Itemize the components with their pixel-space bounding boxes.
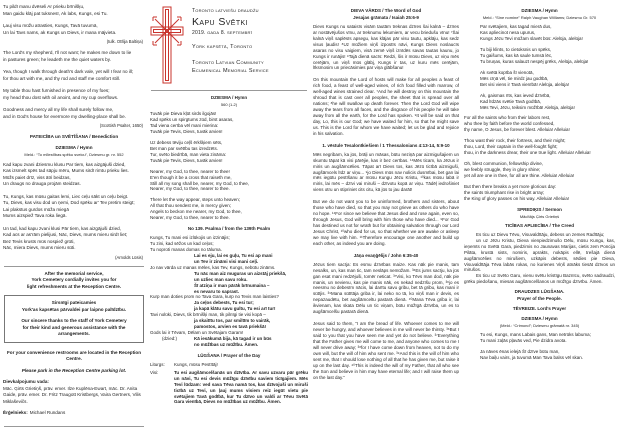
speaker-label: Visi: <box>150 369 159 375</box>
text-line: Kungs, Tu mani esi izlūkojis un izzinājis; <box>150 235 230 241</box>
section-heading <box>150 353 308 359</box>
masthead-text <box>192 6 269 86</box>
psalm-response-lines <box>150 300 308 312</box>
thanks-box <box>4 295 144 342</box>
hymn-tune-note <box>464 323 615 328</box>
text-line: pamostos, arvien es tavā priekšā! <box>194 324 267 330</box>
section-heading <box>313 143 459 149</box>
text-line: Yea, though I walk through death's dark vale, yet will I fear no ill; <box>3 69 134 75</box>
liturgy-row <box>150 362 308 368</box>
text-line: yet all are one in thee, for all are thine. Alleluia! Alleluia! <box>464 172 575 178</box>
text-line: Our sincere thanks to the staff of York Cemetery <box>21 318 127 324</box>
text-line: No 139. Psalma / from the 139th Psalm <box>187 226 271 232</box>
text-line: Tur, svēto biedrībā, man vieta zināma: <box>150 151 227 157</box>
hymn-verse <box>3 50 145 63</box>
hymn-verse <box>150 140 308 164</box>
text-line: All that thou sendest me, in mercy given; <box>150 203 232 209</box>
text-line: Please park in the Reception Centre parking lot. <box>21 367 127 373</box>
text-line: Nāc, miera Dievs, mums mieru sūti. <box>3 245 76 251</box>
column-left <box>3 4 145 436</box>
text-line: Angels to beckon me nearer, my God, to thee, <box>150 209 242 215</box>
hymn-verse <box>3 162 145 188</box>
text-line: Kas izsmelt spēs tad sāpju mēru, Mums sirdī rimtu prieku lies. <box>3 168 129 174</box>
section-heading <box>464 289 615 302</box>
text-run: Michael Rundans <box>29 410 66 416</box>
text-line: Mūžs paiet drīz, viss ātri beidzas, <box>3 174 71 180</box>
text-line: 560 (1-2) <box>220 101 238 107</box>
text-line: Kad līdzās svētie Tavā godībā, <box>480 98 541 104</box>
creed-paragraph <box>464 238 615 274</box>
text-line: 1. vēstule Tesalonīkiešiem / 1 Thessalonians 4:13-14, 5:9-10 <box>322 142 450 148</box>
announcement <box>3 350 145 363</box>
text-line: thy name, O Jesus, be forever blest. Alleluia! Alleluia! <box>464 127 570 133</box>
text-line: who thee by faith before the world confessed, <box>464 121 555 127</box>
attribution <box>5 123 143 129</box>
speaker-label: Dievkalpojumu vada: <box>3 379 49 385</box>
text-run: Es ticu uz Svēto Garu, vienu svētu kristīgu Baznīcu, svēto sadraudzi, grēku piedošanu, miesas augšāmcelšanos un mūžīgo dzīvību. Āmen. <box>464 273 615 285</box>
text-line: The Lord's my shepherd, I'll not want; he makes me down to lie <box>3 50 132 56</box>
organization-name: Toronto latviešu draudžu <box>192 8 259 14</box>
text-line: Kad spēks un spirgtums zūd, birst asaras, <box>150 117 234 123</box>
text-line: But then there breaks a yet more glorious day: <box>464 183 557 189</box>
text-line: DZIESMA / Hymn <box>210 94 248 100</box>
service-location: York kapsētā, Toronto <box>192 44 253 51</box>
text-line: Un tad, kad kapu zvani klusi Pār tiem, kas aizgājuši dzied, <box>3 225 121 231</box>
sung-response <box>150 336 308 348</box>
text-line: Tu biji klints, to cietoksnis un spēks, <box>480 47 552 53</box>
text-line: we feebly struggle, they in glory shine; <box>464 167 541 173</box>
section-heading <box>313 8 459 21</box>
column-right <box>464 4 615 436</box>
text-run: Mēs negribam, ka jūs, brāļi un māsas, būtu neziņā par aizmigušajiem un skumtu tāpat kā visi pārējie, kas ir bez cerības. ¹⁴Mēs ticam, ka Jēzus ir miris un augšāmcēlies. Tāpat arī Dievs tos, kas Jēzū ticībā aizmiguši, augšāmcels līdz ar viņu... ⁹jo Dievs mūs nav nolicis dusmībai, bet gan lai mēs iegūtu pestīšanu ar mūsu Kungu Jēzu Kristu, ¹⁰kas mūsu labā ir miris, lai mēs – dzīvi vai miruši – dzīvotu kopā ar viņu. Tādēļ iedrošiniet viens otru un stipriniet cits citu, kā jūs to jau darāt! <box>313 151 459 193</box>
text-run: Tu esi augšāmcelšanās un dzīvība. Ar savu uzvaru pār grēku un nāvi, Tu esi devis mūžīgu dzīvību saviem ticīgajiem. Mēs Tevi lūdzam: ved sava Tēva namā tos, kas dzīvojuši un miruši ticībā uz Tevi, un ļauj mums visiem reiz iegūt vietu pie svētajiem Tavā godībā, kur Tu dzīvo un valdi ar Tēvu Svētā Gara vienībā, Dievs no mūžības uz mūžību. Āmen. <box>174 369 308 405</box>
text-line: Man gaidu klāj pat tuksnesī, Ak labs, Kungs, esi Tu. <box>3 10 108 16</box>
credit-line <box>3 379 145 405</box>
service-subtitle-line2: Ecumenical Memorial Service <box>192 67 269 74</box>
section-heading <box>464 207 615 213</box>
scripture-paragraph <box>313 262 459 315</box>
creed-paragraph <box>464 273 615 285</box>
text-line: Tuvāk pie Tevis, Dievs, tuvāk arvien! <box>150 128 223 134</box>
speaker-label: (dzied:) <box>162 336 178 342</box>
text-line: thou, in the darkness drear, their one true light. Alleluia! Alleluia! <box>464 150 591 156</box>
text-line: light refreshments at the Reception Centre. <box>26 283 122 289</box>
text-line: (Arnolds Lūsis) <box>115 254 143 260</box>
text-line: Tu mani zaļās pļavās ved, Pie dzidra avota. <box>480 338 567 344</box>
psalm-lines <box>150 235 308 253</box>
liturgy-response-row <box>150 370 308 406</box>
service-subtitle-line1: Toronto Latvian Community <box>192 60 264 67</box>
text-line: Tu gaišums, kas kā saule tumsā lēc, <box>480 52 553 58</box>
service-date: 2019. gada 8. septembrī <box>192 30 252 37</box>
hymn-verse <box>464 70 615 88</box>
text-line: Un draugs no drauga projām steidzas. <box>3 181 81 187</box>
text-line: DRAUDZES LŪGŠANA. <box>514 289 565 295</box>
text-line: For all the saints who from their labors rest, <box>464 115 551 121</box>
section-heading <box>150 95 308 101</box>
text-line: Tuvāk pie Tevis, Dievs, tuvāk arvien! <box>150 157 223 163</box>
divider-rule <box>4 426 144 427</box>
text-line: TĒVREIZE. Lord's Prayer <box>512 306 567 312</box>
hymn-verse <box>464 332 615 344</box>
attribution <box>5 255 143 261</box>
text-line: Ja ceļos debesīs, Tu esi tur; <box>194 300 254 306</box>
text-line: Mēs cīņā vēl, tie mirdz jau godībā, <box>480 75 549 81</box>
psalm-response-lines <box>150 271 308 295</box>
section-heading <box>150 226 308 232</box>
scripture-paragraph <box>313 321 459 380</box>
speaker-label: Ērģelnieks: <box>3 410 28 416</box>
hymn-verse <box>150 169 308 193</box>
section-heading <box>464 223 615 229</box>
text-line: Tu pildī manu dvēseli Ar prieku brīnišķu, <box>3 4 85 9</box>
announcement <box>3 368 145 375</box>
text-line: Sirsnīgi pateicamies <box>51 300 97 306</box>
text-line: Gods lai ir Tēvam, Dēlam un Svētajam Garam! <box>150 330 244 336</box>
scripture-paragraph <box>313 77 459 136</box>
text-line: Kurp man doties prom no Tava Gara, kurp no Tevis man laisties? <box>150 294 279 300</box>
hymn-verse <box>3 226 145 252</box>
text-line: Kā iesākumā bija, kā tagad ir un būs <box>194 336 272 342</box>
divider-rule <box>4 266 144 267</box>
section-heading <box>3 134 145 141</box>
text-line: un uzliec man savu roku. <box>194 276 248 282</box>
text-line: Mums aizspiež Tava roka liegā. <box>3 213 67 219</box>
text-run: un uz Jēzu Kristu, Dieva vienpiedzimušo Dēlu, mūsu Kungu, kas, ieņemts no Svētā Gara, piedzimis no Jaunavas Marijas, cietis zem Poncija Pilāta, krustā sists, nomiris, aprakts, nokāpis ellē, trešajā dienā augšāmcēlies no mirušiem, uzkāpis debesīs, sēdies pie Dieva, Visuvaldītāja Tēva labās rokas, no kurienes Viņš atnāks tiesāt dzīvos un mirušos. <box>464 237 615 273</box>
text-line: Tu bruņas, kuras salauzt nespēj grēks, Alelūja, alelūja! <box>480 58 589 64</box>
text-line: my head thou dost with oil anoint, and my cup overflows. <box>3 94 119 100</box>
hymn-verse <box>3 69 145 82</box>
hymn-tune-note <box>150 102 308 107</box>
text-line: Mēs Tevi, Jēzu, teiksim mūžībā! Alelūja, alelūja! <box>480 104 575 110</box>
hymn-verse <box>150 197 308 221</box>
text-line: for thou art with me, and thy rod and staff me comfort still. <box>3 75 121 81</box>
text-line: for their kind and generous assistance with the arrangements. <box>22 324 126 337</box>
text-line: Lai plakstus gurdos mūža miegā <box>3 206 69 212</box>
text-line: Uz debess tēviju ceļš ērkšķiem sēts, <box>150 139 223 145</box>
text-line: Tuvāk pie Dieva kļūt sirds ilgojās! <box>150 111 217 117</box>
text-line: Tu noproti manas domas no tāluma. <box>150 246 222 252</box>
text-line: Šī atziņa ir man pārāk brīnumaina – <box>194 282 270 288</box>
text-line: Bet man par svētību tas izredzēts. <box>150 145 219 151</box>
text-line: Bez Tevis krusts mūs nospiež grūti, <box>3 238 75 244</box>
text-line: Jo nav vārda uz manas mēles, kas Tev, Kungs, nebūtu zināms. <box>150 264 276 270</box>
text-line: (Meld.: “Crimond”; Dziesmu grāmatā nr. 345) <box>499 323 580 329</box>
speaker-label: Liturgs: <box>150 361 165 367</box>
column-masthead <box>150 4 308 436</box>
text-line: Ak svētā kopība šī vienotā, <box>480 69 534 75</box>
text-line: no mūžības uz mūžību. Āmen. <box>194 341 259 347</box>
text-line: (tulk. Otīlija Baltiņa) <box>106 39 143 45</box>
text-line: and in God's house for evermore my dwelling-place shall be. <box>3 113 126 119</box>
text-run: Dievs Kungs nu sataisīs visām tautām treknas dzīres šai kalnā – dzīres ar nostāvējušos vīnu, ar treknumu lekumiem, ar vecu briedušu vīnu! ⁷Šai kalnā viņš saplēsīs apsegu, kas klājas pār visu tautu, apklāju, kas sedz visus ļaudis! ⁸Uz mūžiem viņš izpostīs nāvi, Kungs Dievs noslaucīs asaras no visu vaigiem, visā zemē viņš iznīdēs savas tautas kaunu, jo Kungs ir runājis! ⁹Tajā dienā sacīs: Redzi, šis ir mūsu Dievs, uz viņu mēs cerējām, un viņš mūs glābj, Kungs ir tas, uz kuru mēs cerējām, līksmosim un priecāsimies par viņa glābšanu! <box>313 23 459 71</box>
text-line: Kas apliecinot nesa upurus, <box>480 30 536 36</box>
hymn-verse <box>464 24 615 42</box>
masthead <box>150 6 308 86</box>
text-line: (Scottish Psalter, 1650) <box>99 123 143 129</box>
psalm-response-lines <box>150 253 308 265</box>
text-line: Goodness and mercy all my life shall surely follow me, <box>3 107 114 113</box>
text-line: Nearer, my God, to thee, nearer to thee. <box>150 186 230 192</box>
section-heading <box>464 306 615 312</box>
text-line: Tavi nolūki, Dievs, tik brīnišķi man, tik pilnīgi tie visi kopā – <box>150 312 266 318</box>
text-line: DZIESMA / Hymn <box>55 144 93 150</box>
hymn-verse <box>3 23 145 36</box>
text-line: After the memorial service, <box>44 270 104 276</box>
text-line: Kungs Jēzu Tevi mūžam slavēt būs: Alelūja, alelūja! <box>480 36 583 42</box>
hymn-verse <box>464 47 615 65</box>
attribution <box>5 39 143 45</box>
section-heading <box>464 316 615 322</box>
text-line: TICĪBAS APLIECĪBA / The Creed <box>505 222 574 228</box>
text-line: My table thou hast furnished in presence of my foes; <box>3 88 110 94</box>
text-line: Nearer, my God, to thee, nearer to thee! <box>150 168 230 174</box>
hymn-tune-note <box>464 214 615 219</box>
section-heading <box>313 253 459 259</box>
text-line: For your convenience restrooms are located in the Reception Centre. <box>6 349 142 362</box>
text-line: SPREDIĶIS / Sermon <box>517 206 562 212</box>
text-line: Tu zini, kad sēžos un kad ceļos; <box>150 241 214 247</box>
hymn-verse <box>3 4 145 17</box>
text-line: Thou wast their rock, their fortress, and their might; <box>464 138 566 144</box>
text-line: E'en though it be a cross that raiseth me, <box>150 174 232 180</box>
announcement <box>3 271 145 291</box>
hymn-verse <box>464 161 615 179</box>
text-line: the saints triumphant rise in bright array; <box>464 189 545 195</box>
text-run: Es ticu uz Dievu Tēvu, Visuvaldītāju, debess un zemes Radītāju; <box>476 231 605 237</box>
divider-rule <box>151 90 307 91</box>
hymn-verse <box>3 88 145 101</box>
hymn-verse <box>3 194 145 220</box>
text-line: Lai es eju, lai es guļu, Tu esi ap mani <box>194 252 273 258</box>
text-line: Par svētajiem, kas tagad mierā dus, <box>480 24 552 30</box>
text-line: Prayer of the People. <box>517 296 562 302</box>
hymn-verse <box>464 184 615 202</box>
text-line: Nearer, my God, to thee, nearer to thee. <box>150 215 230 221</box>
text-line: York Cemetery cordially invites you for <box>31 277 117 283</box>
section-heading <box>464 8 615 14</box>
text-run: On this mountain the Lord of hosts will make for all peoples a feast of rich food, a feast of well-aged wines, of rich food filled with marrow, of well-aged wines strained clear. ⁷And he will destroy on this mountain the shroud that is cast over all peoples, the sheet that is spread over all nations; ⁸he will swallow up death forever. Then the Lord God will wipe away the tears from all faces, and the disgrace of his people he will take away from all the earth, for the Lord has spoken. ⁹It will be said on that day, Lo, this is our God; we have waited for him, so that he might save us. This is the Lord for whom we have waited; let us be glad and rejoice in his salvation. <box>313 77 459 136</box>
text-line: York'as kapsētas pārvaldei par laipno palīdzību. <box>21 307 127 312</box>
hymn-tune-note <box>3 152 145 158</box>
text-line: DZIESMA / Hymn <box>521 316 558 322</box>
text-run: Jēzus tiem sacīja: Es esmu dzīvības maize. Kas nāk pie manis, tam nesalks, un, kas man tic, tam neslāps nemūžam. ³⁶Es jums sacīju, ka jūs gan esat mani redzējuši, tomēr neticat. ³⁷Visi, ko Tēvs man dod, nāk pie manis, un nevienu, kas pie manis nāk, es nekad nedzīšu prom, ³⁸jo es neesmu no debesīm nācis, lai darītu savu gribu, bet tā gribu, kas mani ir sūtījis. ³⁹Mana sūtītāja griba ir, lai neko no tā, ko viņš man ir devis, es nepazaudētu, bet augšāmceltu pastarā dienā. ⁴⁰Mana Tēva griba ir, lai ikvienam, kas skata Dēlu un tic viņam, būtu mūžīgā dzīvība, un es to augšāmcelšu pastarā dienā. <box>313 261 459 315</box>
text-line: DZIESMA / Hymn <box>521 8 558 13</box>
text-line: Tad viena cerība vēl mani mierina: <box>150 123 219 129</box>
text-line: ja skaitītu tos, par smiltīm to vairāk, <box>194 318 271 324</box>
scripture-paragraph <box>313 24 459 72</box>
hymn-verse <box>150 111 308 135</box>
scripture-paragraph <box>313 199 459 247</box>
text-line: Ja nāves ēnas ielejā Šī dzīve būtu man, <box>480 349 560 355</box>
text-run: Māc. Ģirts Grietiņš, prāv. emer. Ilze Kuplēna-Ewart, māc. Dr. Anita Gaide, prāv. emer. Dr. Fritz Traugott Kristbergs, Vaira Gertners, Vilis Miklaševičs. <box>3 385 141 404</box>
text-line: Nav baiļu vairs, ja tuvumā Man Tava balss vēl skan. <box>480 355 583 361</box>
text-line: There let the way appear, steps unto heaven; <box>150 197 241 203</box>
latvian-cross-logo <box>150 6 184 86</box>
text-line: Meld.: “Sine nomine” Ralph Vaughan Williams; Dziesmu Gr. 570 <box>482 14 597 20</box>
text-line: Oh, blest communion, fellowship divine, <box>464 161 544 167</box>
text-run: Kungs, mūsu Pestītāj! <box>174 361 218 367</box>
text-line: es nevaru to saprast. <box>194 288 240 294</box>
text-line: Jāņa evaņģēlijs / John 6:35-40 <box>353 252 419 258</box>
text-line: in pastures green; he leadeth me the quiet waters by. <box>3 56 111 62</box>
text-line: PATEICĪBA un SVĒTĪŠANA / Benediction <box>29 134 119 140</box>
text-line: un Tev ir zināmi visi mani ceļi. <box>194 258 259 264</box>
text-line: Tu nāc man aiz muguras un aizstāj priekšā, <box>194 270 287 276</box>
text-line: the King of glory passes on his way. Alleluia! Alleluia! <box>464 195 569 201</box>
text-run: Jesus said to them, “I am the bread of life. Whoever comes to me will never be hungry, and whoever believes in me will never be thirsty. ³⁶But I said to you that you have seen me and yet do not believe. ³⁷Everything that the Father gives me will come to me, and anyone who comes to me I will never drive away; ³⁸for I have come down from heaven, not to do my own will, but the will of him who sent me. ³⁹And this is the will of him who sent me, that I should lose nothing of all that he has given me, but raise it up on the last day. ⁴⁰This is indeed the will of my Father, that all who see the Son and believe in him may have eternal life; and I will raise them up on the last day.” <box>313 321 459 380</box>
text-line: thou, Lord, their captain in the well-fought fight; <box>464 144 558 150</box>
text-line: Mācītājs Ģirts Grietiņš <box>519 213 560 219</box>
text-line: LŪGŠANA / Prayer of the Day <box>197 352 261 358</box>
text-run: But we do not want you to be uninformed, brothers and sisters, about those who have died, so that you may not grieve as others do who have no hope. ¹⁴For since we believe that Jesus died and rose again, even so, through Jesus, God will bring with him those who have died... ⁹For God has destined us not for wrath but for obtaining salvation through our Lord Jesus Christ, ¹⁰who died for us, so that whether we are awake or asleep we may live with him. ¹¹Therefore encourage one another and build up each other, as indeed you are doing. <box>313 199 459 246</box>
text-line: Kad acs ar as'rām pielijusi, Nāc, Dievs, mums mieru sirdī liet; <box>3 232 128 238</box>
text-line: ja kapā klātu savu gultu, Tu esi arī tur! <box>194 306 276 312</box>
psalm-response-lines <box>150 318 308 330</box>
text-line: Kad kapu zvani dziesmu klusu Par tiem, kas aizgājuši dzied, <box>3 161 126 167</box>
hymn-verse <box>464 349 615 361</box>
hymn-verse <box>464 115 615 133</box>
hymn-tune-note <box>464 15 615 20</box>
credit-line <box>3 410 145 417</box>
scripture-paragraph <box>313 152 459 194</box>
text-line: Bet visi viens ir Tavā vienībā! Alelūja, alelūja! <box>480 81 569 87</box>
text-line: Ļauj visu mūžu atrasties, Kungs, Tavā tuvumā, <box>3 23 98 29</box>
text-line: DIEVA VĀRDS / The Word of God <box>350 8 422 13</box>
text-line: Ak, gaismas rīts, kas ieved dzīvībā, <box>480 92 551 98</box>
service-title: Kapu Svētki <box>192 15 248 28</box>
text-line: Meld.: “To mīlestības spēku sveicu”, Dziesmu gr. nr. 552 <box>24 152 124 158</box>
text-line: Jesajas grāmata / Isaiah 25:6-9 <box>353 14 419 20</box>
column-scripture <box>313 4 459 436</box>
text-line: Still all my song shall be, nearer, my God, to thee, <box>150 180 250 186</box>
hymn-verse <box>464 138 615 156</box>
text-line: Tu esi, Kungs, mans Labais gans, Man netrūks labuma; <box>480 332 591 338</box>
hymn-verse <box>464 93 615 111</box>
text-line: Un lai Tavs nams, ak Kungs un Dievs, ir mana mājvieta. <box>3 29 117 35</box>
section-heading <box>3 145 145 152</box>
hymn-verse <box>3 107 145 120</box>
text-line: Tu, Dievs, kas visu dod un ņemi, Dod spēku ar' Tev pretim steigt; <box>3 200 135 206</box>
text-line: Tu, Kungs, kas mūsu gaitas lemi, Liec ceļu sākt un ceļu beigt. <box>3 193 129 199</box>
